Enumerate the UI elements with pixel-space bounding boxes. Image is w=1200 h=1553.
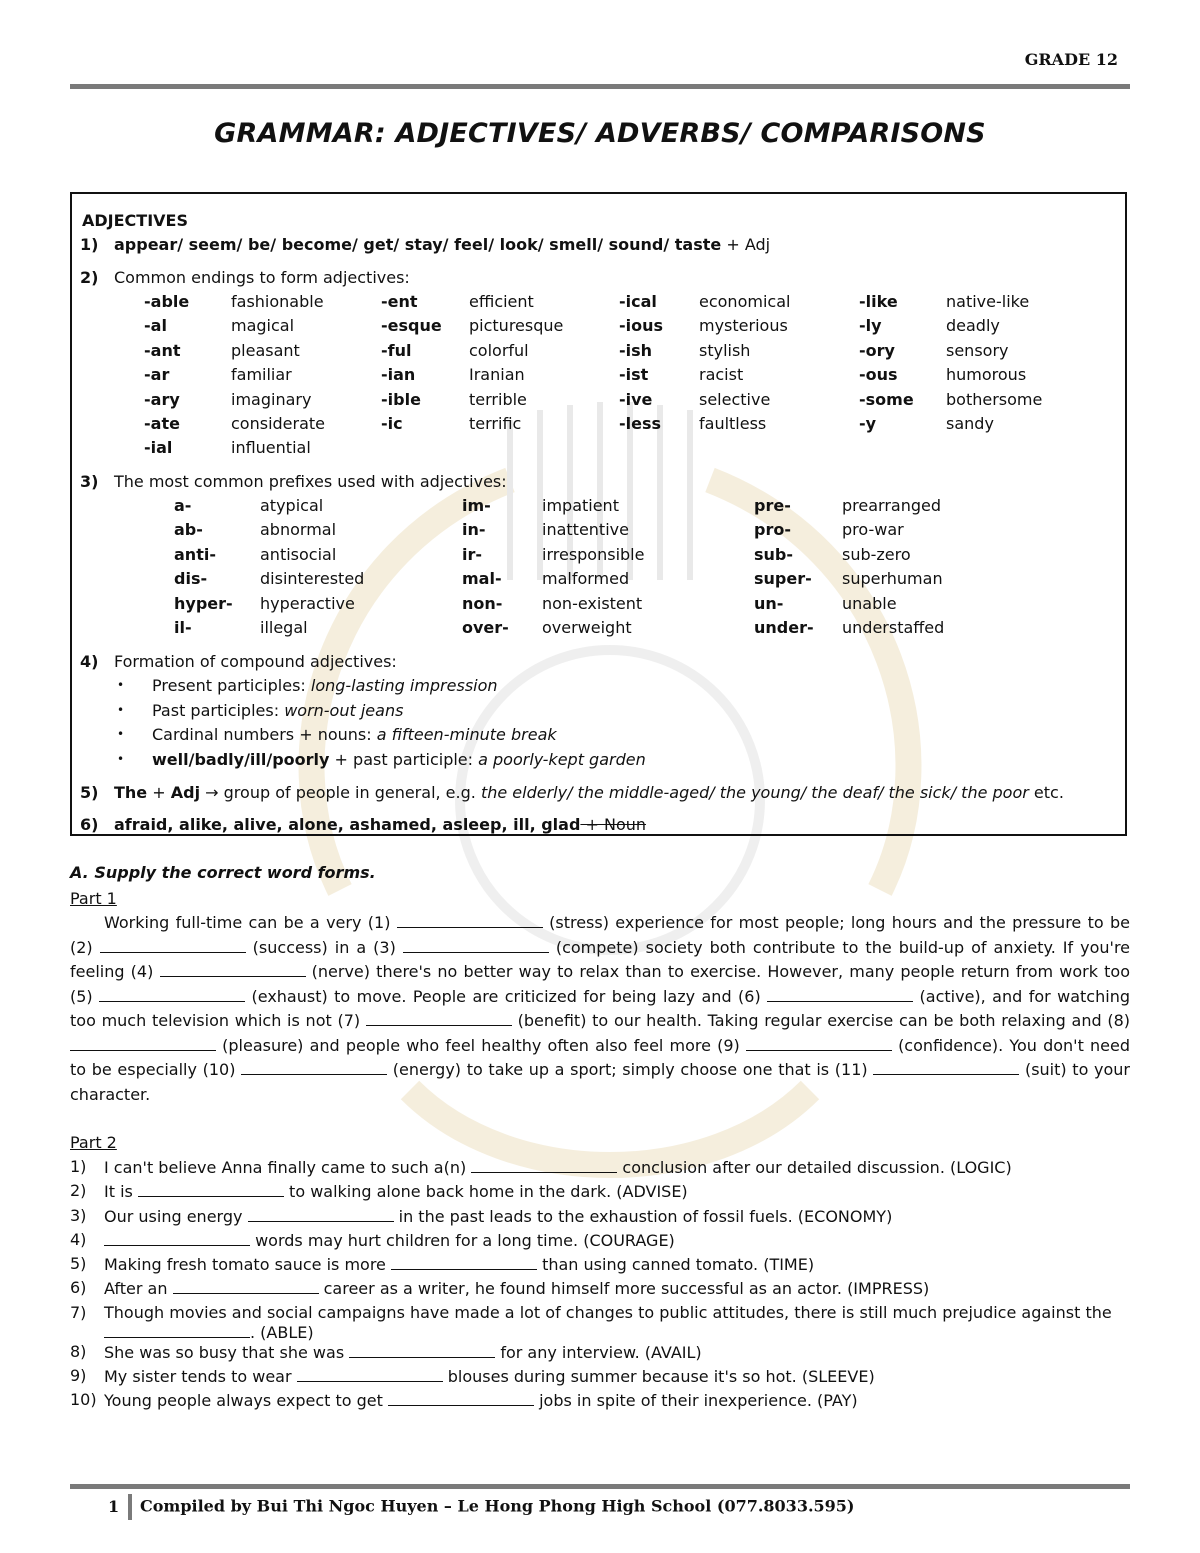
- rule-4-text: Formation of compound adjectives:: [114, 652, 397, 671]
- answer-blank[interactable]: [388, 1390, 534, 1406]
- passage-text: (success) in a (3): [245, 937, 403, 957]
- passage-text: (pleasure) and people who feel healthy often also feel more (9): [216, 1035, 746, 1055]
- example-word: deadly: [946, 316, 1000, 336]
- compound-adverbs: well/badly/ill/poorly: [152, 749, 330, 769]
- example-word: hyperactive: [260, 593, 355, 613]
- answer-blank[interactable]: [403, 937, 549, 953]
- example-word: [469, 438, 619, 462]
- example-word: native-like: [946, 292, 1030, 311]
- answer-blank[interactable]: [746, 1035, 892, 1051]
- compound-item: [152, 676, 498, 695]
- grade-label: GRADE 12: [1024, 50, 1118, 69]
- question-text-after: in the past leads to the exhaustion of fossil fuels. (ECONOMY): [393, 1206, 893, 1226]
- question-number: 8): [70, 1341, 87, 1361]
- answer-blank[interactable]: [248, 1206, 394, 1222]
- item-number: 1): [80, 235, 99, 254]
- example-word: humorous: [946, 365, 1027, 385]
- question-text-before: After an: [104, 1279, 173, 1299]
- question-number: 4): [70, 1229, 87, 1249]
- example-word: sub-zero: [842, 544, 911, 564]
- rule-6-struck: + Noun: [580, 815, 647, 834]
- prefix: un-: [754, 593, 784, 613]
- rule-6: [114, 815, 646, 834]
- example-word: terrific: [469, 413, 522, 433]
- suffix: -like: [859, 292, 898, 311]
- question-number: 10): [70, 1390, 97, 1410]
- answer-blank[interactable]: [471, 1157, 617, 1173]
- rule-1-rest: + Adj: [721, 235, 771, 254]
- suffix: -ate: [144, 413, 180, 433]
- suffix: [859, 438, 946, 462]
- part-1-label: Part 1: [70, 889, 117, 908]
- suffix: -ious: [619, 316, 664, 336]
- footer: [108, 1494, 854, 1520]
- suffix: -less: [619, 413, 662, 433]
- prefix: ir-: [462, 544, 483, 564]
- item-number: 4): [80, 652, 99, 671]
- suffix: [619, 438, 699, 462]
- suffix: -ly: [859, 316, 882, 336]
- answer-blank[interactable]: [873, 1059, 1019, 1075]
- example-word: stylish: [699, 340, 751, 360]
- example-word: antisocial: [260, 544, 337, 564]
- question-number: 2): [70, 1181, 87, 1201]
- suffix: -al: [144, 316, 167, 336]
- question-text-after: . (ABLE): [250, 1322, 314, 1342]
- question-number: 6): [70, 1278, 87, 1298]
- question-text: [104, 1157, 1124, 1181]
- question-text: [104, 1366, 1124, 1390]
- example-word: unable: [842, 593, 897, 613]
- question-text-after: words may hurt children for a long time. (COURAGE): [250, 1230, 675, 1250]
- suffix: -ic: [381, 413, 403, 433]
- prefix: im-: [462, 496, 491, 515]
- rule-2-text: Common endings to form adjectives:: [114, 268, 410, 287]
- item-number: 2): [80, 268, 99, 287]
- compound-type: Present participles:: [152, 676, 311, 695]
- bullet-icon: •: [117, 751, 125, 766]
- rule-5: [114, 783, 1064, 802]
- suffix: -ible: [381, 389, 421, 409]
- question-text-before: My sister tends to wear: [104, 1367, 297, 1387]
- question-text-before: Making fresh tomato sauce is more: [104, 1255, 391, 1275]
- prefix: under-: [754, 617, 814, 637]
- example-word: mysterious: [699, 316, 788, 336]
- answer-blank[interactable]: [241, 1059, 387, 1075]
- suffix: [381, 438, 469, 462]
- suffix: -ar: [144, 365, 170, 385]
- example-word: terrible: [469, 389, 527, 409]
- example-word: non-existent: [542, 593, 643, 613]
- answer-blank[interactable]: [99, 986, 245, 1002]
- suffix: -esque: [381, 316, 442, 336]
- suffix: -ist: [619, 365, 649, 385]
- example-word: efficient: [469, 292, 534, 311]
- bullet-icon: •: [117, 727, 125, 741]
- prefix: over-: [462, 617, 509, 637]
- prefix: in-: [462, 520, 486, 540]
- question-text-after: career as a writer, he found himself more successful as an actor. (IMPRESS): [318, 1279, 930, 1299]
- example-word: sensory: [946, 340, 1009, 360]
- example-word: economical: [699, 292, 791, 311]
- suffix: -some: [859, 389, 914, 409]
- passage-text: (compete) society both contribute to the build-up of anxiety. If you're feeling (4): [70, 937, 1131, 981]
- rule-5-tail: etc.: [1028, 783, 1064, 802]
- compound-item: [152, 750, 646, 769]
- question-text: [104, 1254, 1124, 1278]
- suffix: -ical: [619, 292, 657, 311]
- example-word: pro-war: [842, 520, 904, 540]
- suffix: -able: [144, 292, 190, 311]
- rule-5-adj: Adj: [170, 783, 201, 802]
- example-word: [946, 438, 1066, 462]
- prefix: sub-: [754, 544, 794, 564]
- prefix: super-: [754, 569, 812, 589]
- compound-example: a poorly-kept garden: [478, 749, 646, 769]
- example-word: [699, 438, 859, 462]
- example-word: superhuman: [842, 569, 943, 589]
- passage-text: (suit) to your character.: [70, 1060, 1130, 1104]
- suffix: -y: [859, 413, 877, 433]
- question-text: [104, 1181, 1124, 1205]
- example-word: bothersome: [946, 389, 1043, 409]
- question-text: [104, 1206, 1124, 1230]
- prefix: pre-: [754, 496, 791, 515]
- answer-blank[interactable]: [138, 1181, 284, 1197]
- prefix: hyper-: [174, 593, 233, 613]
- passage-text: (exhaust) to move. People are criticized for being lazy and (6): [245, 986, 768, 1006]
- answer-blank[interactable]: [160, 961, 306, 977]
- answer-blank[interactable]: [366, 1010, 512, 1026]
- rule-5-desc: → group of people in general, e.g.: [200, 783, 481, 802]
- example-word: irresponsible: [542, 544, 645, 564]
- passage-text: (energy) to take up a sport; simply choose one that is (11): [387, 1060, 874, 1079]
- example-word: atypical: [260, 496, 324, 515]
- suffix: -ory: [859, 340, 895, 360]
- prefix: anti-: [174, 544, 216, 564]
- example-word: faultless: [699, 413, 767, 433]
- question-number: 9): [70, 1366, 87, 1386]
- question-text-before: Though movies and social campaigns have made a lot of changes to public attitudes, there is still much prejudice against the: [104, 1302, 1112, 1322]
- answer-blank[interactable]: [297, 1366, 443, 1382]
- question-text: [104, 1230, 1124, 1254]
- rule-6-adjectives: afraid, alike, alive, alone, ashamed, asleep, ill, glad: [114, 815, 581, 834]
- compound-type: Cardinal numbers + nouns:: [152, 725, 377, 744]
- compound-type: + past participle:: [329, 749, 479, 769]
- example-word: considerate: [231, 413, 326, 433]
- footer-bar: [128, 1494, 132, 1520]
- prefix: dis-: [174, 569, 208, 589]
- question-text: [104, 1390, 1124, 1414]
- compound-example: long-lasting impression: [310, 676, 498, 695]
- endings-table: [144, 292, 1066, 463]
- question-text: [104, 1342, 1124, 1366]
- section-a-heading: A. Supply the correct word forms.: [70, 863, 376, 882]
- passage-text: (active), and for watching too much television which is not (7): [70, 986, 1130, 1030]
- footer-rule: [70, 1484, 1130, 1489]
- example-word: overweight: [542, 617, 632, 637]
- item-number: 5): [80, 783, 99, 802]
- compound-example: worn-out jeans: [284, 700, 404, 720]
- passage-text: (confidence). You don't need to be especially (10): [70, 1035, 1130, 1079]
- question-text: [104, 1303, 1124, 1342]
- prefixes-table: [174, 496, 972, 642]
- example-word: prearranged: [842, 496, 942, 515]
- example-word: impatient: [542, 496, 619, 515]
- compound-item: [152, 725, 557, 744]
- prefix: pro-: [754, 520, 791, 540]
- passage-text: (stress) experience for most people; long hours and the pressure to be (2): [70, 913, 1131, 957]
- rule-5-the: The: [114, 783, 148, 802]
- question-text-after: blouses during summer because it's so hot. (SLEEVE): [442, 1367, 875, 1387]
- answer-blank[interactable]: [349, 1342, 495, 1358]
- question-number: 7): [70, 1302, 87, 1322]
- suffix: -ant: [144, 340, 181, 360]
- bullet-icon: •: [117, 678, 125, 692]
- answer-blank[interactable]: [104, 1230, 250, 1246]
- question-text: [104, 1278, 1124, 1302]
- question-text-after: conclusion after our detailed discussion. (LOGIC): [617, 1158, 1012, 1177]
- answer-blank[interactable]: [70, 1035, 216, 1051]
- passage-text: Working full-time can be a very (1): [104, 913, 397, 932]
- prefix: ab-: [174, 520, 203, 540]
- example-word: pleasant: [231, 340, 300, 360]
- answer-blank[interactable]: [100, 937, 246, 953]
- example-word: abnormal: [260, 520, 337, 540]
- compound-type: Past participles:: [152, 700, 285, 720]
- answer-blank[interactable]: [173, 1278, 319, 1294]
- answer-blank[interactable]: [397, 912, 543, 928]
- example-word: selective: [699, 389, 771, 409]
- page-title: GRAMMAR: ADJECTIVES/ ADVERBS/ COMPARISONS: [214, 118, 986, 149]
- suffix: -ial: [144, 438, 173, 458]
- question-number: 5): [70, 1254, 87, 1274]
- answer-blank[interactable]: [104, 1322, 250, 1338]
- passage-text: (benefit) to our health. Taking regular exercise can be both relaxing and (8): [511, 1011, 1131, 1030]
- example-word: picturesque: [469, 316, 564, 336]
- question-text-after: for any interview. (AVAIL): [495, 1342, 702, 1362]
- rule-3-text: The most common prefixes used with adjectives:: [114, 472, 507, 491]
- question-text-before: She was so busy that she was: [104, 1342, 350, 1362]
- suffix: -ous: [859, 365, 898, 385]
- suffix: -ary: [144, 389, 180, 409]
- part-2-label: Part 2: [70, 1133, 117, 1152]
- example-word: malformed: [542, 569, 630, 589]
- item-number: 3): [80, 472, 99, 491]
- bullet-icon: •: [117, 702, 125, 717]
- rule-5-plus: +: [147, 783, 171, 802]
- rule-1-verbs: appear/ seem/ be/ become/ get/ stay/ feel/ look/ smell/ sound/ taste: [114, 235, 722, 254]
- example-word: Iranian: [469, 365, 525, 385]
- suffix: -ful: [381, 340, 412, 360]
- part-1-passage: [70, 911, 1130, 1107]
- example-word: familiar: [231, 365, 292, 385]
- example-word: imaginary: [231, 389, 312, 409]
- question-number: 3): [70, 1205, 87, 1225]
- prefix: mal-: [462, 569, 502, 589]
- item-number: 6): [80, 815, 99, 834]
- adjectives-box: [70, 192, 1127, 836]
- example-word: sandy: [946, 413, 994, 433]
- header-rule: [70, 84, 1130, 89]
- footer-credit: Compiled by Bui Thi Ngoc Huyen – Le Hong Phong High School (077.8033.595): [140, 1496, 855, 1516]
- compound-example: a fifteen-minute break: [376, 725, 557, 744]
- question-text-after: jobs in spite of their inexperience. (PAY): [534, 1391, 858, 1411]
- question-text-before: It is: [104, 1182, 138, 1202]
- example-word: understaffed: [842, 617, 945, 637]
- question-text-after: to walking alone back home in the dark. (ADVISE): [283, 1182, 688, 1202]
- example-word: illegal: [260, 617, 308, 637]
- example-word: racist: [699, 365, 744, 385]
- prefix: non-: [462, 593, 503, 613]
- question-text-before: I can't believe Anna finally came to such a(n): [104, 1158, 472, 1177]
- question-text-before: Our using energy: [104, 1206, 248, 1226]
- example-word: magical: [231, 316, 295, 336]
- passage-text: (nerve) there's no better way to relax than to exercise. However, many people return from work too (5): [70, 962, 1131, 1006]
- part-2-list: [70, 1157, 1124, 1415]
- example-word: inattentive: [542, 520, 629, 540]
- prefix: a-: [174, 496, 192, 515]
- suffix: -ish: [619, 340, 653, 360]
- answer-blank[interactable]: [767, 986, 913, 1002]
- question-text-before: Young people always expect to get: [104, 1391, 389, 1411]
- rule-1: [114, 235, 770, 254]
- question-number: 1): [70, 1157, 87, 1176]
- suffix: -ian: [381, 365, 416, 385]
- prefix: il-: [174, 617, 192, 637]
- example-word: fashionable: [231, 292, 324, 311]
- example-word: colorful: [469, 340, 529, 360]
- suffix: -ive: [619, 389, 653, 409]
- page-number: 1: [108, 1496, 120, 1516]
- example-word: disinterested: [260, 569, 365, 589]
- example-word: influential: [231, 438, 311, 458]
- answer-blank[interactable]: [391, 1254, 537, 1270]
- compound-item: [152, 701, 403, 720]
- box-heading: ADJECTIVES: [82, 211, 188, 230]
- suffix: -ent: [381, 292, 418, 311]
- question-text-after: than using canned tomato. (TIME): [536, 1255, 815, 1275]
- rule-5-examples: the elderly/ the middle-aged/ the young/ the deaf/ the sick/ the poor: [480, 783, 1029, 802]
